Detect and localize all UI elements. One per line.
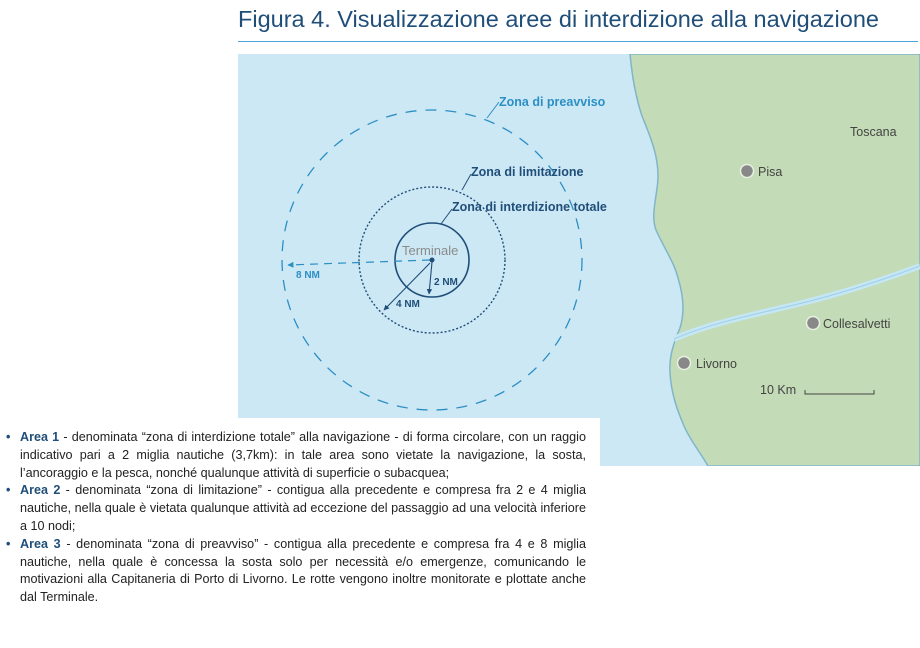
terminal-label: Terminale (402, 243, 459, 258)
city-marker-icon (807, 317, 820, 330)
scale-bar-label: 10 Km (760, 383, 797, 397)
title-divider (238, 41, 918, 42)
radius-4nm-label: 4 NM (396, 299, 420, 310)
bullet-icon: • (6, 536, 11, 551)
area-2-label: Area 2 (20, 483, 61, 498)
radius-8nm-label: 8 NM (296, 270, 320, 281)
bullet-icon: • (6, 483, 11, 498)
bullet-icon: • (6, 430, 11, 444)
city-label: Collesalvetti (823, 317, 891, 331)
city-label: Pisa (758, 165, 783, 179)
area-2-description (6, 482, 586, 535)
city-marker-icon (678, 357, 691, 370)
terminal-point (430, 258, 435, 263)
figure-title: Figura 4. Visualizzazione aree di interdizione alla navigazione (238, 6, 879, 32)
city-label: Livorno (696, 357, 737, 371)
zona-preavviso-label: Zona di preavviso (499, 95, 606, 109)
description-panel (0, 418, 600, 648)
area-3-label: Area 3 (20, 536, 61, 551)
area-1-description (6, 429, 586, 482)
area-1-label: Area 1 (20, 430, 60, 444)
navigation-zones-map (238, 54, 920, 466)
city-marker-icon (741, 165, 754, 178)
city-pisa (741, 165, 783, 180)
area-3-text: - denominata “zona di preavviso” - contigua alla precedente e compresa fra 4 e 8 miglia nautiche, nella quale è concessa la sosta solo per necessità e/o emergenze, comunicando le motivazioni alla Capitaneria di Porto di Livorno. Le rotte vengono inoltre monitorate e plottate anche dal Terminale. (20, 536, 586, 605)
zona-limitazione-label: Zona di limitazione (471, 165, 584, 179)
area-description-list (6, 429, 586, 607)
zona-interdizione-label: Zona di interdizione totale (452, 200, 607, 214)
radius-2nm-label: 2 NM (434, 277, 458, 288)
region-label-toscana: Toscana (850, 125, 897, 139)
area-3-description (6, 536, 586, 607)
city-livorno (678, 357, 738, 372)
area-2-text: - denominata “zona di limitazione” - contigua alla precedente e compresa fra 2 e 4 miglia nautiche, nella quale è vietata qualunque attività ad eccezione del passaggio ad una velocità inferiore a 10 nodi; (20, 483, 586, 533)
area-1-text: - denominata “zona di interdizione totale” alla navigazione - di forma circolare, con un raggio indicativo pari a 2 miglia nautiche (3,7km): in tale area sono vietate la navigazione, la sosta, l’ancoraggio e la pesca, nonché qualunque attività di superficie o subacquea; (20, 430, 586, 480)
